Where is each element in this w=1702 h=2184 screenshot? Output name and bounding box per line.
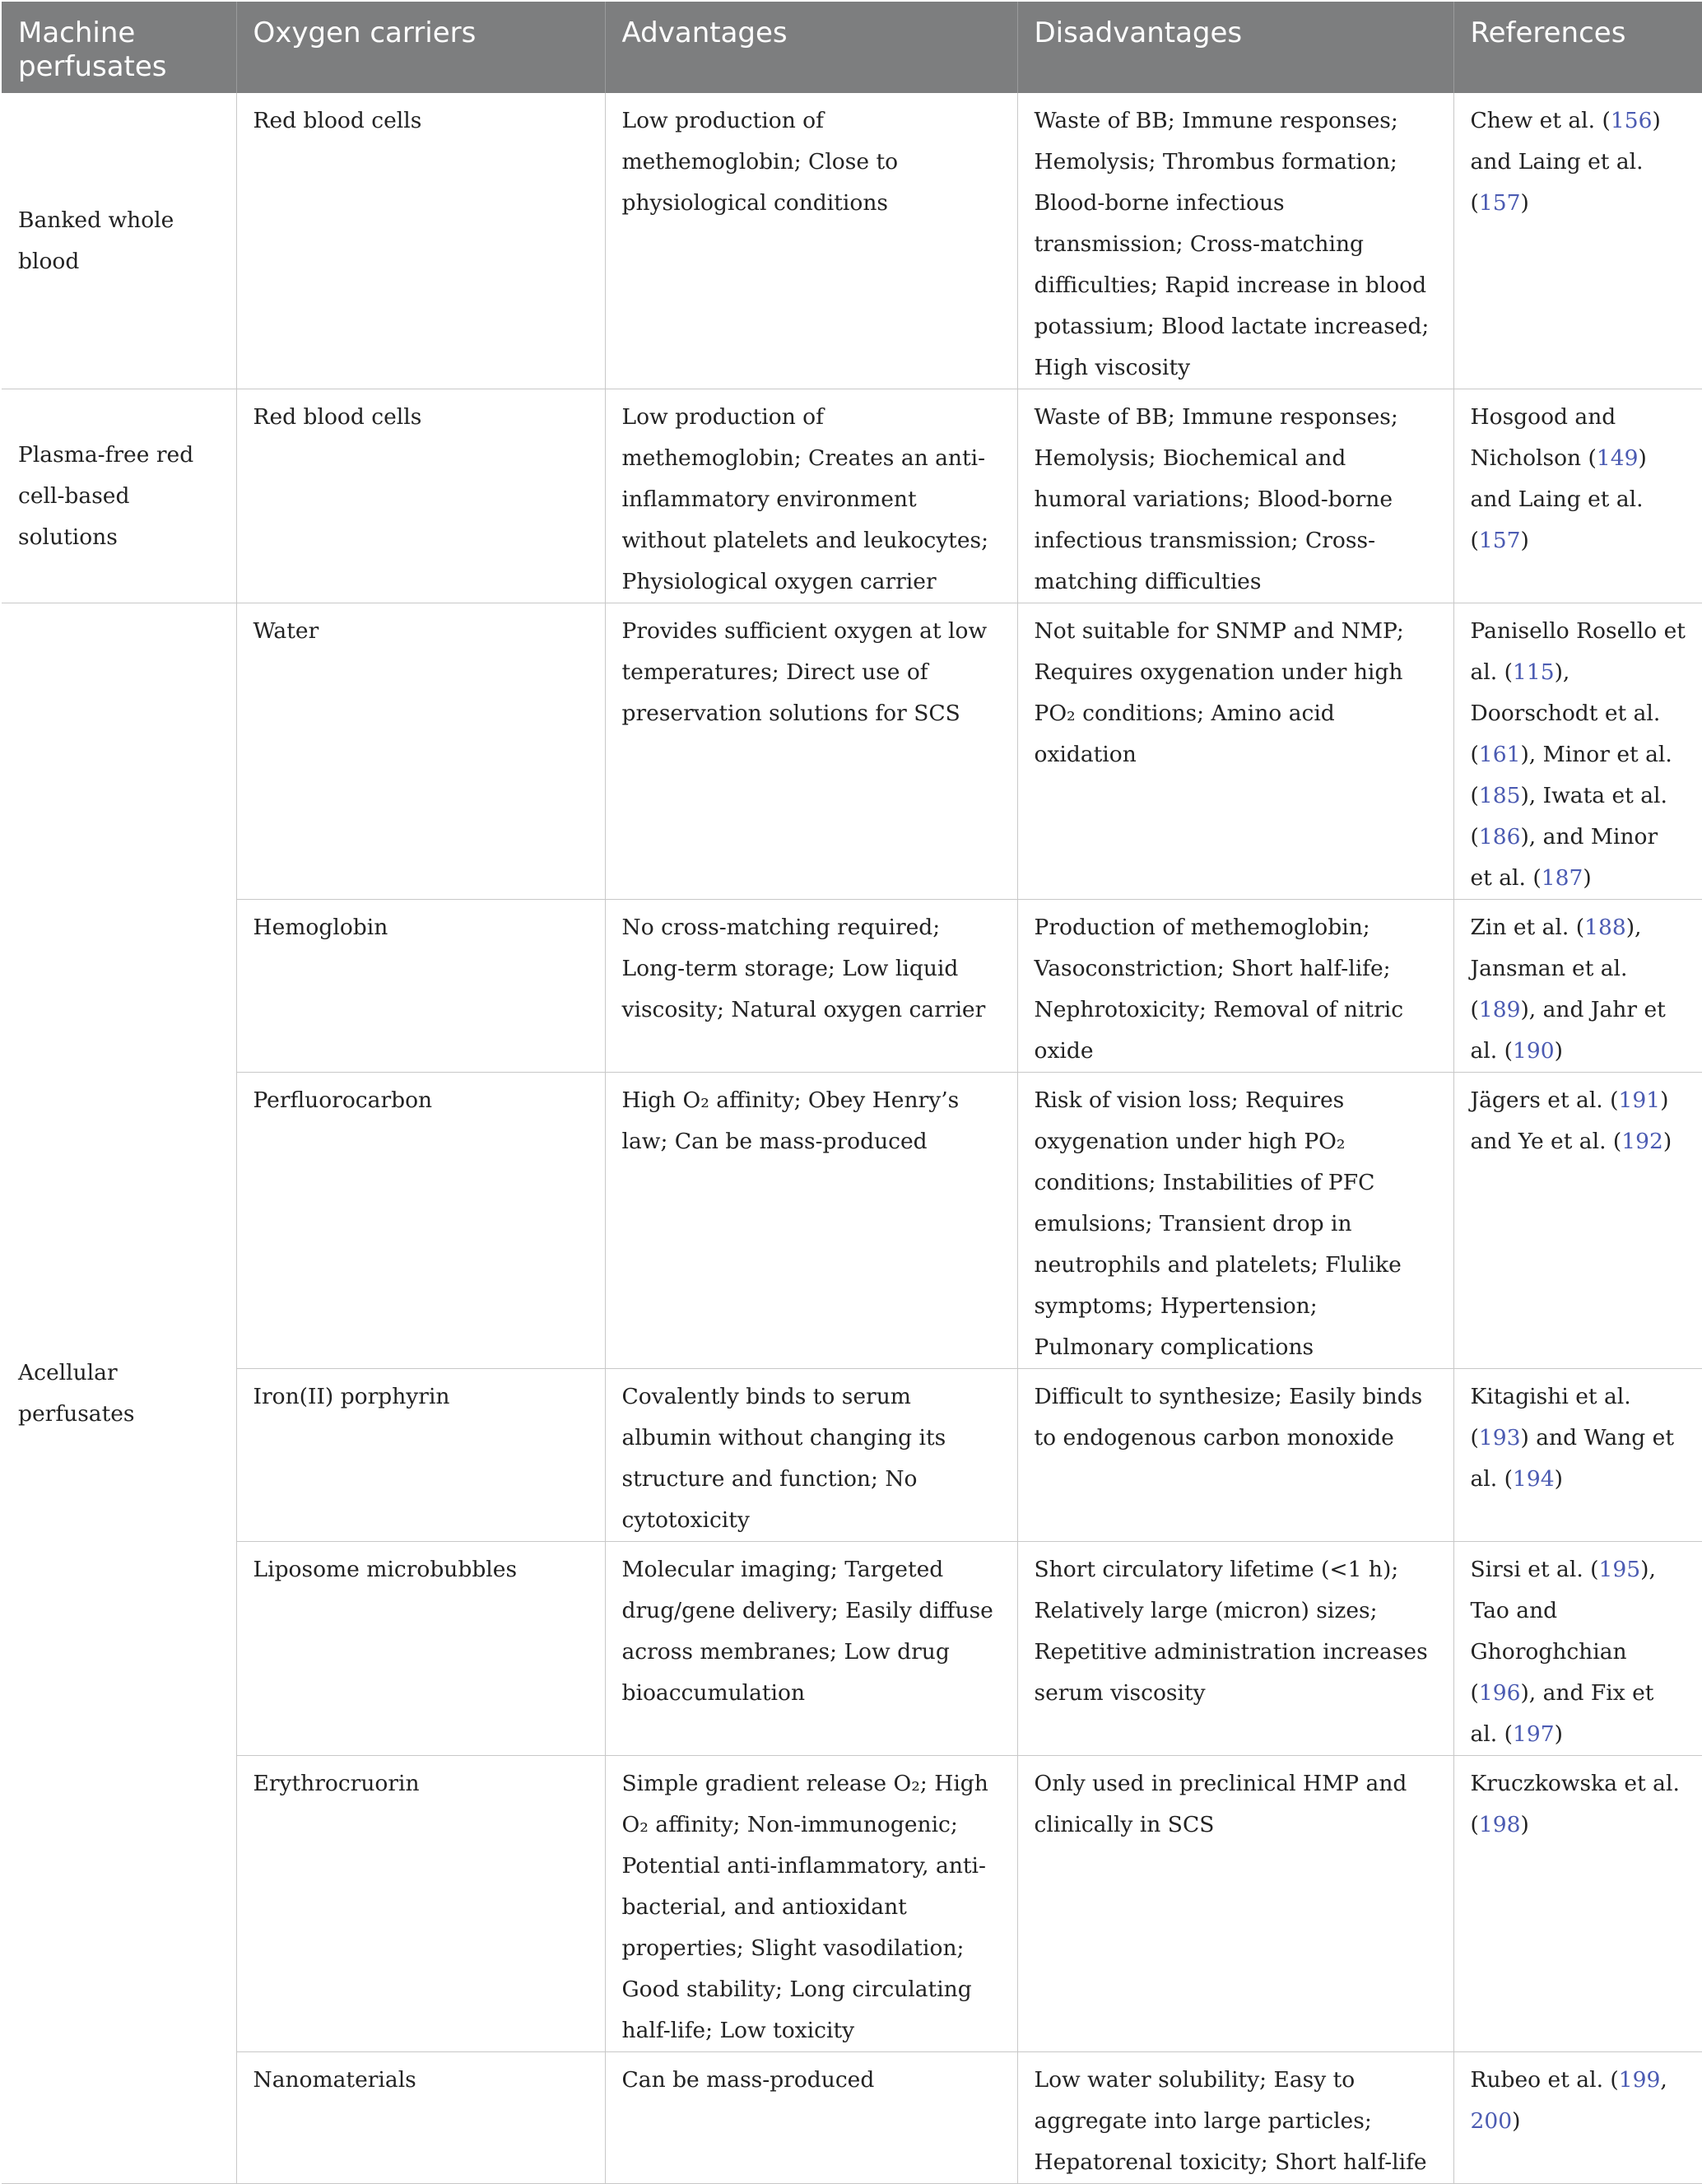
citation-link[interactable]: 199 [1618, 2067, 1661, 2093]
advantages-cell: No cross-matching required; Long-term storage; Low liquid viscosity; Natural oxygen carrier [605, 900, 1017, 1073]
advantages-cell: Molecular imaging; Targeted drug/gene delivery; Easily diffuse across membranes; Low drug bioaccumulation [605, 1542, 1017, 1756]
reference-text: ) [1554, 1038, 1563, 1064]
oxygen-carrier-cell: Iron(II) porphyrin [236, 1369, 605, 1542]
citation-link[interactable]: 189 [1478, 997, 1521, 1022]
disadvantages-cell: Short circulatory lifetime (<1 h); Relatively large (micron) sizes; Repetitive administration increases serum viscosity [1017, 1542, 1453, 1756]
table-row [2, 603, 1702, 900]
disadvantages-cell: Production of methemoglobin; Vasoconstriction; Short half-life; Nephrotoxicity; Removal of nitric oxide [1017, 900, 1453, 1073]
oxygen-carrier-cell: Water [236, 603, 605, 900]
reference-text: Hosgood and Nicholson ( [1470, 404, 1616, 471]
machine-perfusate-cell: Banked whole blood [2, 93, 236, 389]
reference-text: Rubeo et al. ( [1470, 2067, 1619, 2093]
citation-link[interactable]: 157 [1478, 528, 1521, 553]
reference-text: ), Minor et al. ( [1470, 742, 1672, 808]
citation-link[interactable]: 188 [1584, 915, 1626, 940]
citation-link[interactable]: 191 [1618, 1087, 1661, 1113]
disadvantages-cell: Waste of BB; Immune responses; Hemolysis; Biochemical and humoral variations; Blood-borne infectious transmission; Cross-matching difficulties [1017, 389, 1453, 603]
citation-link[interactable]: 156 [1610, 108, 1653, 133]
citation-link[interactable]: 187 [1541, 865, 1583, 891]
disadvantages-cell: Not suitable for SNMP and NMP; Requires oxygenation under high PO₂ conditions; Amino acid oxidation [1017, 603, 1453, 900]
header-row [2, 2, 1702, 93]
citation-link[interactable]: 198 [1478, 1812, 1521, 1837]
header-references: References [1453, 2, 1702, 93]
reference-text: ), and Jahr et al. ( [1470, 997, 1666, 1064]
disadvantages-cell: Risk of vision loss; Requires oxygenation under high PO₂ conditions; Instabilities of PFC emulsions; Transient drop in neutrophils and platelets; Flulike symptoms; Hypertension; Pulmonary complications [1017, 1073, 1453, 1369]
table-row [2, 389, 1702, 603]
disadvantages-cell: Only used in preclinical HMP and clinically in SCS [1017, 1756, 1453, 2052]
oxygen-carrier-cell: Nanomaterials [236, 2052, 605, 2184]
reference-text: ), Tao and Ghoroghchian ( [1470, 1557, 1656, 1706]
citation-link[interactable]: 115 [1512, 659, 1555, 685]
references-cell [1453, 1542, 1702, 1756]
machine-perfusate-cell: Plasma-free red cell-based solutions [2, 389, 236, 603]
table-row [2, 1542, 1702, 1756]
reference-text: ) [1554, 1466, 1563, 1492]
reference-text: ) [1512, 2108, 1521, 2134]
reference-text: Sirsi et al. ( [1470, 1557, 1599, 1582]
references-cell [1453, 1073, 1702, 1369]
references-cell [1453, 93, 1702, 389]
disadvantages-cell: Difficult to synthesize; Easily binds to endogenous carbon monoxide [1017, 1369, 1453, 1542]
reference-text: , [1660, 2067, 1667, 2093]
citation-link[interactable]: 157 [1478, 190, 1521, 216]
disadvantages-cell: Low water solubility; Easy to aggregate into large particles; Hepatorenal toxicity; Short half-life [1017, 2052, 1453, 2184]
reference-text: ) [1520, 190, 1529, 216]
oxygen-carrier-cell: Erythrocruorin [236, 1756, 605, 2052]
table-body [2, 93, 1702, 2184]
reference-text: ) and Wang et al. ( [1470, 1425, 1674, 1492]
advantages-cell: Simple gradient release O₂; High O₂ affinity; Non-immunogenic; Potential anti-inflammatory, anti-bacterial, and antioxidant properties; Slight vasodilation; Good stability; Long circulating half-life; Low toxicity [605, 1756, 1017, 2052]
reference-text: Jägers et al. ( [1470, 1087, 1619, 1113]
header-advantages: Advantages [605, 2, 1017, 93]
reference-text: ), Jansman et al. ( [1470, 915, 1642, 1022]
advantages-cell: Low production of methemoglobin; Close to physiological conditions [605, 93, 1017, 389]
citation-link[interactable]: 149 [1596, 445, 1639, 471]
references-cell [1453, 2052, 1702, 2184]
advantages-cell: Provides sufficient oxygen at low temperatures; Direct use of preservation solutions for SCS [605, 603, 1017, 900]
reference-text: ) [1520, 528, 1529, 553]
oxygen-carrier-cell: Liposome microbubbles [236, 1542, 605, 1756]
citation-link[interactable]: 200 [1470, 2108, 1513, 2134]
reference-text: Zin et al. ( [1470, 915, 1585, 940]
table-row [2, 93, 1702, 389]
oxygen-carrier-cell: Perfluorocarbon [236, 1073, 605, 1369]
citation-link[interactable]: 194 [1512, 1466, 1555, 1492]
advantages-cell: Can be mass-produced [605, 2052, 1017, 2184]
reference-text: ) [1662, 1129, 1672, 1154]
table-row [2, 2052, 1702, 2184]
advantages-cell: Covalently binds to serum albumin without changing its structure and function; No cytotoxicity [605, 1369, 1017, 1542]
reference-text: Panisello Rosello et al. ( [1470, 618, 1686, 685]
table-row [2, 1369, 1702, 1542]
table-row [2, 1073, 1702, 1369]
reference-text: Kruczkowska et al. ( [1470, 1771, 1680, 1837]
references-cell [1453, 603, 1702, 900]
citation-link[interactable]: 192 [1621, 1129, 1663, 1154]
reference-text: ) and Laing et al. ( [1470, 445, 1647, 553]
oxygen-carrier-cell: Red blood cells [236, 389, 605, 603]
citation-link[interactable]: 195 [1598, 1557, 1641, 1582]
reference-text: ) and Ye et al. ( [1470, 1087, 1669, 1154]
reference-text: ), and Minor et al. ( [1470, 824, 1658, 891]
disadvantages-cell: Waste of BB; Immune responses; Hemolysis; Thrombus formation; Blood-borne infectious transmission; Cross-matching difficulties; Rapid increase in blood potassium; Blood lactate increased; High viscosity [1017, 93, 1453, 389]
citation-link[interactable]: 161 [1478, 742, 1521, 767]
reference-text: ), and Fix et al. ( [1470, 1680, 1654, 1747]
oxygen-carrier-cell: Red blood cells [236, 93, 605, 389]
oxygen-carriers-table [2, 2, 1702, 2184]
header-machine-perfusates: Machine perfusates [2, 2, 236, 93]
reference-text: ) [1520, 1812, 1529, 1837]
machine-perfusate-cell: Acellular perfusates [2, 603, 236, 2184]
header-disadvantages: Disadvantages [1017, 2, 1453, 93]
reference-text: Kitagishi et al. ( [1470, 1384, 1631, 1451]
table-row [2, 900, 1702, 1073]
table-row [2, 1756, 1702, 2052]
citation-link[interactable]: 185 [1478, 783, 1521, 808]
advantages-cell: Low production of methemoglobin; Creates an anti-inflammatory environment without platelets and leukocytes; Physiological oxygen carrier [605, 389, 1017, 603]
reference-text: ), Iwata et al. ( [1470, 783, 1667, 850]
reference-text: ) [1583, 865, 1592, 891]
citation-link[interactable]: 197 [1512, 1721, 1555, 1747]
references-cell [1453, 1756, 1702, 2052]
references-cell [1453, 1369, 1702, 1542]
references-cell [1453, 389, 1702, 603]
citation-link[interactable]: 196 [1478, 1680, 1521, 1706]
reference-text: ) and Laing et al. ( [1470, 108, 1661, 216]
advantages-cell: High O₂ affinity; Obey Henry’s law; Can be mass-produced [605, 1073, 1017, 1369]
reference-text: ) [1554, 1721, 1563, 1747]
references-cell [1453, 900, 1702, 1073]
citation-link[interactable]: 190 [1512, 1038, 1555, 1064]
citation-link[interactable]: 193 [1478, 1425, 1521, 1451]
citation-link[interactable]: 186 [1478, 824, 1521, 850]
header-oxygen-carriers: Oxygen carriers [236, 2, 605, 93]
oxygen-carrier-cell: Hemoglobin [236, 900, 605, 1073]
reference-text: ), Doorschodt et al. ( [1470, 659, 1661, 767]
reference-text: Chew et al. ( [1470, 108, 1611, 133]
